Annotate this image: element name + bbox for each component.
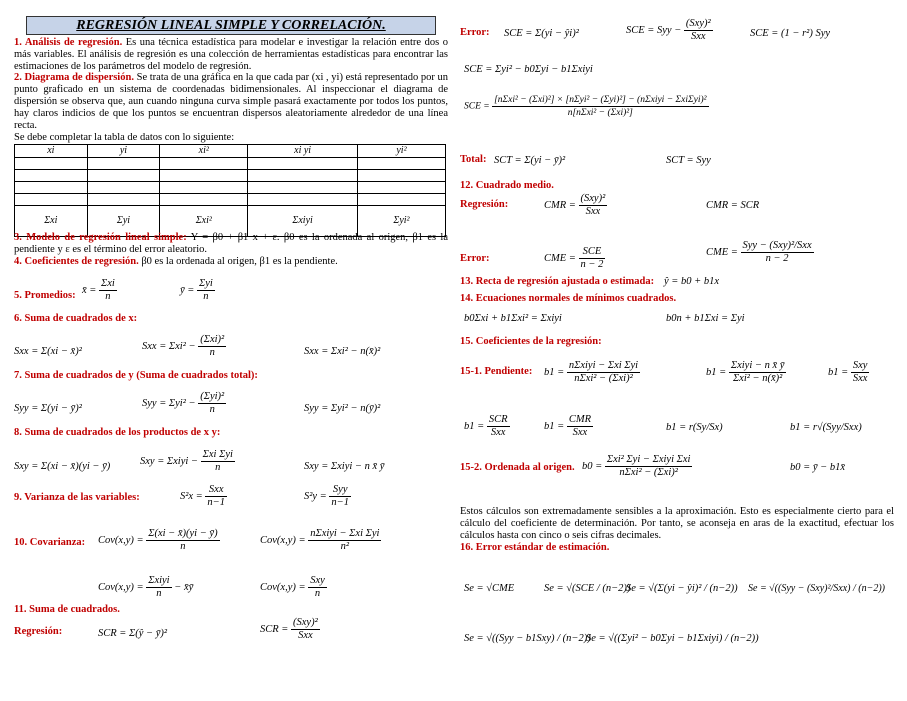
section-4 xyxy=(14,256,448,268)
precision-note: Estos cálculos son extremadamente sensibles a la aproximación. Esto es especialmente cierto para el cálculo del coeficiente de determinación. Por tanto, se aconseja en aras de la exactitud, efectuar los cálculos hasta con cinco o seis cifras decimales. xyxy=(460,506,894,541)
section-14-head: 14. Ecuaciones normales de mínimos cuadrados. xyxy=(460,293,677,304)
formula-sxy-2 xyxy=(140,449,235,474)
formula-se-5: Se = √((Syy − b1Sxy) / (n−2)) xyxy=(464,633,591,644)
formula-scr-1: SCR = Σ(ŷ − ȳ)² xyxy=(98,628,168,639)
numerator: nΣxiyi − Σxi Σyi xyxy=(568,360,639,371)
formula-lhs: b1 = xyxy=(544,420,565,432)
fraction xyxy=(201,449,235,474)
table-row xyxy=(15,158,446,170)
section-10-head: 10. Covarianza: xyxy=(14,537,86,548)
numerator: Sxy xyxy=(310,575,325,586)
denominator: n − 2 xyxy=(580,259,604,270)
formula-lhs: b1 = xyxy=(706,366,727,378)
table-row xyxy=(15,194,446,206)
denominator: n² xyxy=(340,541,350,552)
formula-lhs: SCE = xyxy=(464,101,490,112)
fraction xyxy=(99,278,117,303)
section-15-2-label: 15-2. Ordenada al origen. xyxy=(460,462,575,473)
section-12-label: Regresión: xyxy=(460,199,509,210)
page-title: REGRESIÓN LINEAL SIMPLE Y CORRELACIÓN. xyxy=(26,16,436,35)
section-3-head: 3. Modelo de regresión lineal simple: xyxy=(14,232,187,243)
denominator: Sxx xyxy=(585,206,601,217)
formula-lhs: Cov(x,y) = xyxy=(260,534,306,546)
section-6-head: 6. Suma de cuadrados de x: xyxy=(14,313,138,324)
formula-syy-2 xyxy=(142,391,226,416)
numerator: Σxi xyxy=(101,278,115,289)
formula-lhs: Sxy = Σxiyi − xyxy=(140,455,199,467)
formula-b1-1 xyxy=(544,360,640,385)
numerator: CMR xyxy=(568,414,592,425)
numerator: Sxy xyxy=(852,360,868,371)
formula-sce-4: SCE = Σyi² − b0Σyi − b1Σxiyi xyxy=(464,64,593,75)
numerator: SCR xyxy=(488,414,508,425)
formula-var-x xyxy=(180,484,227,509)
fraction xyxy=(605,454,693,479)
formula-normal-2: b0n + b1Σxi = Σyi xyxy=(666,313,745,324)
formula-normal-1: b0Σxi + b1Σxi² = Σxiyi xyxy=(464,313,562,324)
formula-b1-3 xyxy=(828,360,869,385)
formula-se-4: Se = √((Syy − (Sxy)²/Sxx) / (n−2)) xyxy=(748,583,885,594)
fraction xyxy=(308,575,327,600)
numerator: (Sxy)² xyxy=(580,193,606,204)
formula-sxx-3: Sxx = Σxi² − n(x̄)² xyxy=(304,346,381,357)
section-16-head: 16. Error estándar de estimación. xyxy=(460,542,610,553)
formula-cmr-1 xyxy=(544,193,607,218)
table-sum: Σyi xyxy=(87,206,160,237)
formula-se-3: Se = √(Σ(yi − ŷi)² / (n−2)) xyxy=(626,583,738,594)
section-4-head: 4. Coeficientes de regresión. xyxy=(14,256,139,267)
fraction xyxy=(567,360,640,385)
table-header: xi² xyxy=(160,145,248,158)
denominator: n xyxy=(314,588,321,599)
denominator: Sxx xyxy=(852,373,868,384)
formula-lhs: Cov(x,y) = xyxy=(260,581,306,593)
formula-syy-3: Syy = Σyi² − n(ȳ)² xyxy=(304,403,381,414)
formula-sxy-1: Sxy = Σ(xi − x̄)(yi − ȳ) xyxy=(14,461,111,472)
numerator: (Sxy)² xyxy=(685,18,711,29)
formula-sct-2: SCT = Syy xyxy=(666,155,711,166)
formula-sce-5 xyxy=(464,94,709,119)
fraction xyxy=(197,278,215,303)
formula-lhs: b1 = xyxy=(828,366,849,378)
numerator: Syy xyxy=(329,484,351,497)
formula-b1-6: b1 = r(Sy/Sx) xyxy=(666,422,723,433)
table-header: yi² xyxy=(357,145,445,158)
formula-fitted-line: ŷ = b0 + b1x xyxy=(664,276,719,287)
data-table xyxy=(14,144,446,237)
formula-se-1: Se = √CME xyxy=(464,583,515,594)
formula-cov-4 xyxy=(260,575,327,600)
numerator: Σxi² Σyi − Σxiyi Σxi xyxy=(606,454,691,465)
formula-lhs: Syy = Σyi² − xyxy=(142,397,196,409)
denominator: Σxi² − n(x̄)² xyxy=(732,373,783,384)
numerator: (Σyi)² xyxy=(200,391,225,402)
numerator: Σxiyi − n x̄ ȳ xyxy=(730,360,785,371)
formula-scr-2 xyxy=(260,617,320,642)
section-4-body: β0 es la ordenada al origen, β1 es la pendiente. xyxy=(141,256,338,267)
fraction xyxy=(308,528,381,553)
formula-cme-2 xyxy=(706,240,814,265)
formula-b1-5 xyxy=(544,414,593,439)
section-5-head: 5. Promedios: xyxy=(14,290,76,301)
formula-se-6: Se = √((Σyi² − b0Σyi − b1Σxiyi) / (n−2)) xyxy=(586,633,759,644)
denominator: n xyxy=(209,347,215,358)
formula-cov-1 xyxy=(98,528,220,553)
formula-ybar xyxy=(180,278,215,303)
section-12-head: 12. Cuadrado medio. xyxy=(460,180,554,191)
formula-b1-4 xyxy=(464,414,510,439)
formula-lhs: Sxx = Σxi² − xyxy=(142,340,196,352)
denominator: n xyxy=(203,291,209,302)
formula-sct-1: SCT = Σ(yi − ȳ)² xyxy=(494,155,566,166)
section-2 xyxy=(14,72,448,132)
denominator: n − 2 xyxy=(765,253,789,264)
table-sum: Σxi² xyxy=(160,206,248,237)
table-header: yi xyxy=(87,145,160,158)
denominator: nΣxi² − (Σxi)² xyxy=(619,467,678,478)
numerator: SCE xyxy=(579,246,606,259)
denominator: n xyxy=(209,404,215,415)
fraction xyxy=(567,414,593,439)
table-row xyxy=(15,170,446,182)
formula-lhs: b1 = xyxy=(544,366,565,378)
denominator: nΣxi² − (Σxi)² xyxy=(574,373,633,384)
numerator: Sxx xyxy=(205,484,227,497)
formula-lhs: CME = xyxy=(706,246,738,258)
formula-cov-2 xyxy=(260,528,381,553)
numerator: (Σxi)² xyxy=(200,334,225,345)
numerator: (Sxy)² xyxy=(293,617,318,628)
denominator: n−1 xyxy=(331,497,349,508)
fraction xyxy=(579,246,606,271)
section-2-body: Se trata de una gráfica en la que cada par (xi , yi) está representado por un punto graficado en un sistema de coordenadas bidimensionales. Al inspeccionar el diagrama de dispersión se observa que, aun cuando ninguna curva simple pasará exactamente por todos los puntos, hay claros indicios de que los puntos se encuentran dispersos aleatoriamente alrededor de una línea recta. xyxy=(14,72,449,131)
formula-lhs: b1 = xyxy=(464,420,485,432)
formula-se-2: Se = √(SCE / (n−2)) xyxy=(544,583,631,594)
section-7-head: 7. Suma de cuadrados de y (Suma de cuadrados total): xyxy=(14,370,258,381)
total-label: Total: xyxy=(460,154,487,165)
formula-b1-2 xyxy=(706,360,786,385)
section-11-label: Regresión: xyxy=(14,626,63,637)
formula-var-y xyxy=(304,484,351,509)
numerator: Syy − (Sxy)²/Sxx xyxy=(742,240,812,251)
section-11-head: 11. Suma de cuadrados. xyxy=(14,604,120,615)
fraction xyxy=(487,414,510,439)
fraction xyxy=(146,575,171,600)
formula-xbar xyxy=(82,278,117,303)
section-15-1-label: 15-1. Pendiente: xyxy=(460,366,533,377)
fraction xyxy=(684,18,713,43)
fraction xyxy=(741,240,814,265)
section-8-head: 8. Suma de cuadrados de los productos de x y: xyxy=(14,427,221,438)
table-row xyxy=(15,182,446,194)
formula-lhs: S²x = xyxy=(180,490,203,502)
denominator: n xyxy=(156,588,162,599)
denominator: n−1 xyxy=(207,497,225,508)
denominator: n xyxy=(215,462,221,473)
formula-b0-1 xyxy=(582,454,692,479)
section-3-body: Y = β0 + β1 x + ε. β0 es la ordenada al origen, β1 es la pendiente y ε es el término del error aleatorio. xyxy=(14,232,448,255)
formula-lhs: SCR = xyxy=(260,623,289,635)
formula-lhs: Cov(x,y) = xyxy=(98,534,144,546)
table-sum: Σyi² xyxy=(357,206,445,237)
formula-sce-1: SCE = Σ(yi − ŷi)² xyxy=(504,28,579,39)
formula-lhs: CMR = xyxy=(544,199,576,211)
table-sum: Σxiyi xyxy=(248,206,358,237)
formula-lhs: Cov(x,y) = xyxy=(98,581,144,593)
formula-cmr-2: CMR = SCR xyxy=(706,200,760,211)
fraction xyxy=(291,617,320,642)
section-13-head: 13. Recta de regresión ajustada o estimada: xyxy=(460,276,655,287)
numerator: nΣxiyi − Σxi Σyi xyxy=(310,528,380,539)
section-1-body: Es una técnica estadística para modelar e investigar la relación entre dos o más variables. El análisis de regresión es una colección de herramientas estadísticas para encontrar las estimaciones de los parámetros del modelo de regresión. xyxy=(14,37,448,72)
fraction xyxy=(198,391,226,416)
formula-sce-2 xyxy=(626,18,713,43)
table-intro: Se debe completar la tabla de datos con lo siguiente: xyxy=(14,132,235,143)
numerator: Σyi xyxy=(199,278,213,289)
section-9-head: 9. Varianza de las variables: xyxy=(14,492,140,503)
denominator: n xyxy=(180,541,186,552)
denominator: Sxx xyxy=(298,630,313,641)
denominator: Sxx xyxy=(572,427,588,438)
formula-tail: − x̄ȳ xyxy=(174,581,194,593)
fraction xyxy=(198,334,226,359)
denominator: n xyxy=(105,291,111,302)
section-2-head: 2. Diagrama de dispersión. xyxy=(14,72,134,83)
fraction xyxy=(205,484,227,509)
numerator: Σxi Σyi xyxy=(202,449,233,460)
formula-sxx-1: Sxx = Σ(xi − x̄)² xyxy=(14,346,82,357)
formula-lhs: b0 = xyxy=(582,460,603,472)
section-12-error-label: Error: xyxy=(460,253,490,264)
section-3 xyxy=(14,232,448,256)
table-sum: Σxi xyxy=(15,206,88,237)
section-1 xyxy=(14,37,448,73)
formula-lhs: S²y = xyxy=(304,490,327,502)
denominator: Sxx xyxy=(490,427,506,438)
section-1-head: 1. Análisis de regresión. xyxy=(14,37,123,48)
formula-sxx-2 xyxy=(142,334,226,359)
table-header: xi xyxy=(15,145,88,158)
formula-ybar-lhs: ȳ = xyxy=(180,284,195,296)
formula-sxy-3: Sxy = Σxiyi − n x̄ ȳ xyxy=(304,461,385,472)
formula-cme-1 xyxy=(544,246,605,271)
numerator: Σ(xi − x̄)(yi − ȳ) xyxy=(148,528,218,539)
formula-xbar-lhs: x̄ = xyxy=(82,284,97,296)
formula-syy-1: Syy = Σ(yi − ȳ)² xyxy=(14,403,82,414)
formula-b0-2: b0 = ȳ − b1x̄ xyxy=(790,462,845,473)
numerator: Σxiyi xyxy=(148,575,170,586)
formula-cov-3 xyxy=(98,575,193,600)
formula-b1-7: b1 = r√(Syy/Sxx) xyxy=(790,422,862,433)
fraction xyxy=(729,360,787,385)
denominator: Sxx xyxy=(690,31,706,42)
numerator: [nΣxi² − (Σxi)²] × [nΣyi² − (Σyi)²] − (nΣxiyi − ΣxiΣyi)² xyxy=(494,95,707,105)
fraction xyxy=(492,94,708,119)
formula-lhs: SCE = Syy − xyxy=(626,24,682,36)
fraction xyxy=(579,193,608,218)
fraction xyxy=(851,360,870,385)
denominator: n[nΣxi² − (Σxi)²] xyxy=(567,108,633,118)
formula-sce-3: SCE = (1 − r²) Syy xyxy=(750,28,831,39)
formula-lhs: CME = xyxy=(544,252,576,264)
fraction xyxy=(146,528,219,553)
section-15-head: 15. Coeficientes de la regresión: xyxy=(460,336,602,347)
error-label: Error: xyxy=(460,27,490,38)
fraction xyxy=(329,484,351,509)
table-header: xi yi xyxy=(248,145,358,158)
